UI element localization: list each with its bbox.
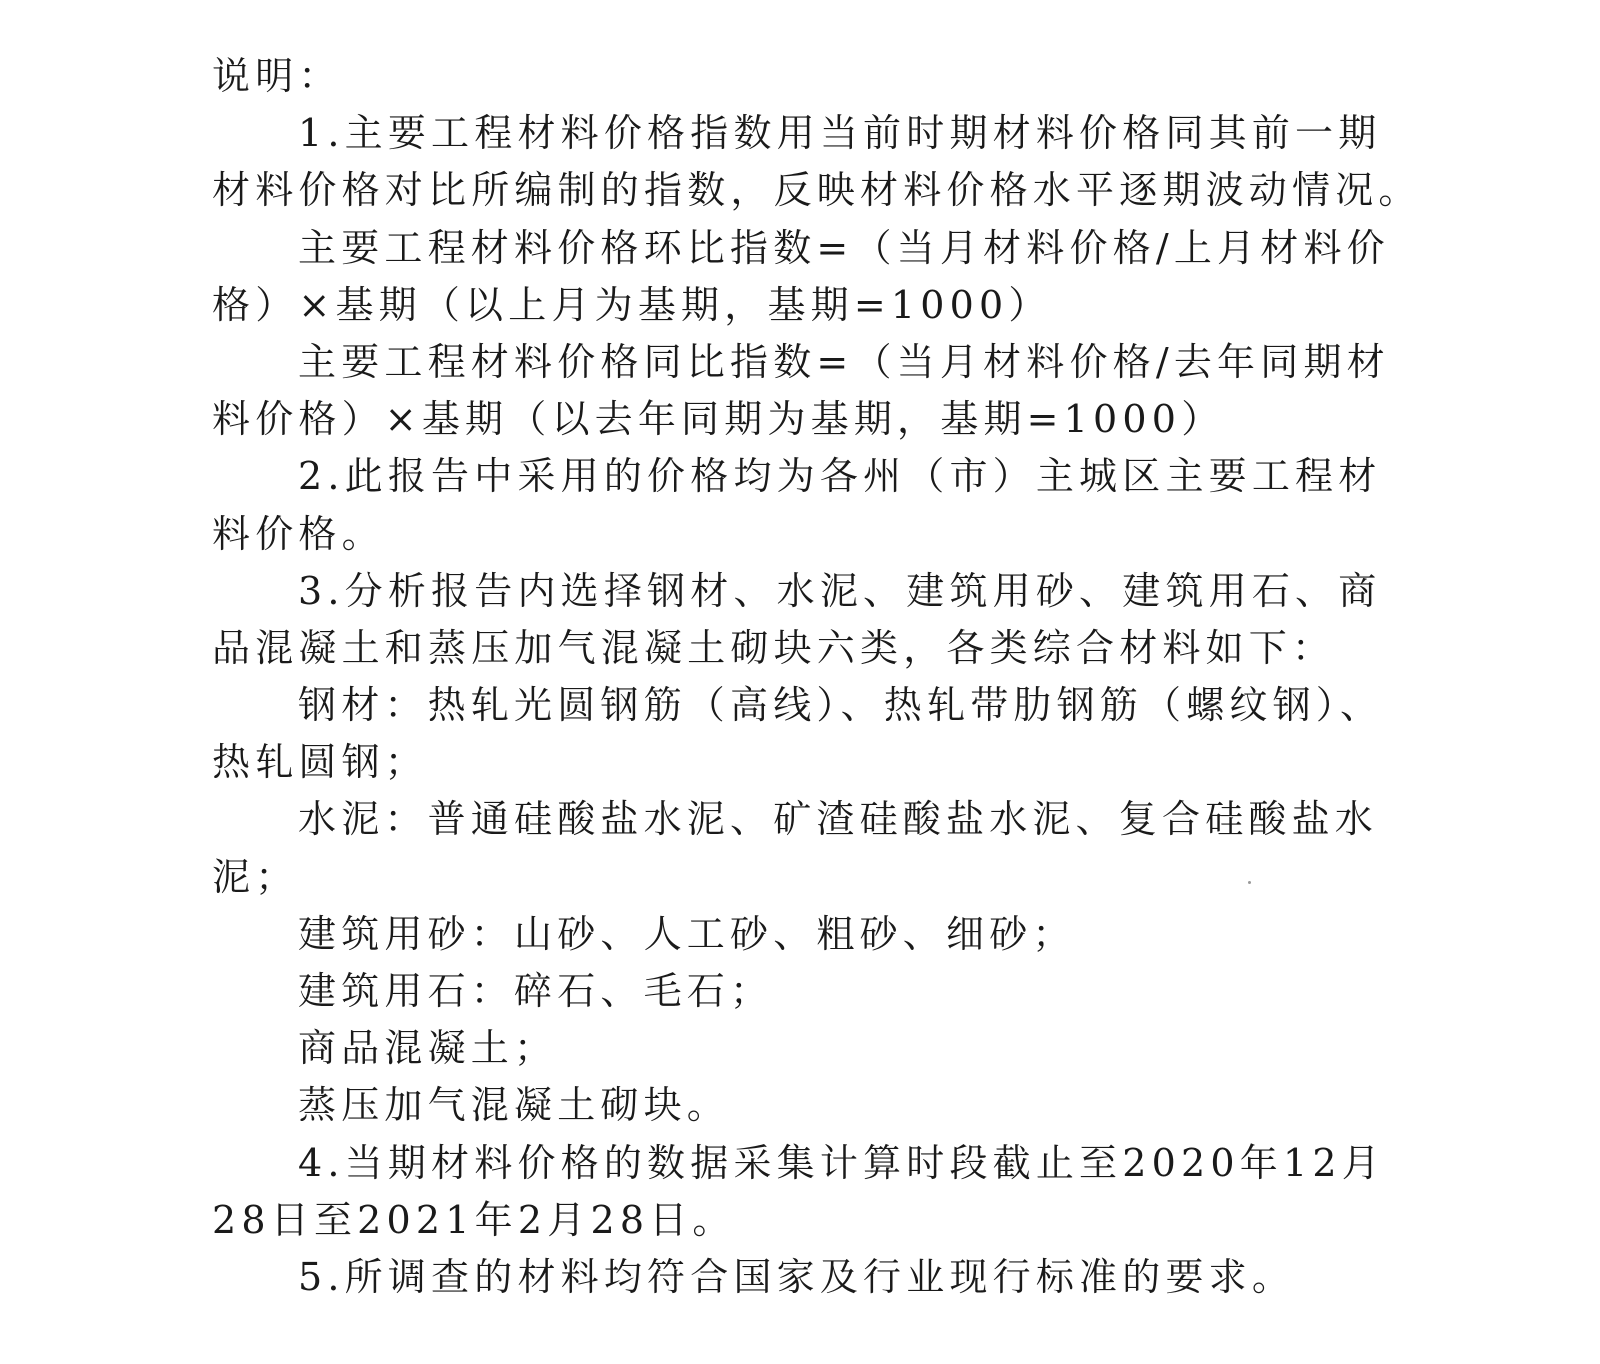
note-1-line-2: 材料价格对比所编制的指数，反映材料价格水平逐期波动情况。 <box>212 168 1422 213</box>
yoy-index-formula-line-2: 料价格）×基期（以去年同期为基期，基期=1000） <box>212 397 1225 442</box>
cement-category-line-1: 水泥：普通硅酸盐水泥、矿渣硅酸盐水泥、复合硅酸盐水 <box>298 797 1379 842</box>
chain-index-formula-line-2: 格）×基期（以上月为基期，基期=1000） <box>212 282 1052 327</box>
note-3-line-1: 3.分析报告内选择钢材、水泥、建筑用砂、建筑用石、商 <box>298 568 1382 613</box>
sand-category: 建筑用砂：山砂、人工砂、粗砂、细砂； <box>298 911 1076 956</box>
notes-section <box>212 48 1422 1306</box>
scan-speck <box>1248 881 1251 884</box>
steel-category-line-1: 钢材：热轧光圆钢筋（高线）、热轧带肋钢筋（螺纹钢）、 <box>298 683 1384 728</box>
note-5: 5.所调查的材料均符合国家及行业现行标准的要求。 <box>298 1254 1296 1299</box>
stone-category: 建筑用石：碎石、毛石； <box>298 969 774 1013</box>
note-2-line-1: 2.此报告中采用的价格均为各州（市）主城区主要工程材 <box>298 454 1382 499</box>
note-2-line-2: 料价格。 <box>212 511 385 556</box>
note-1-line-1: 1.主要工程材料价格指数用当前时期材料价格同其前一期 <box>298 111 1382 156</box>
note-4-line-1: 4.当期材料价格的数据采集计算时段截止至2020年12月 <box>298 1140 1385 1185</box>
steel-category-line-2: 热轧圆钢； <box>212 740 429 785</box>
yoy-index-formula-line-1: 主要工程材料价格同比指数=（当月材料价格/去年同期材 <box>298 339 1390 384</box>
note-3-line-2: 品混凝土和蒸压加气混凝土砌块六类，各类综合材料如下： <box>212 625 1336 670</box>
note-4-line-2: 28日至2021年2月28日。 <box>212 1197 736 1242</box>
notes-heading: 说明： <box>212 54 342 98</box>
aerated-block-category: 蒸压加气混凝土砌块。 <box>298 1083 731 1128</box>
chain-index-formula-line-1: 主要工程材料价格环比指数=（当月材料价格/上月材料价 <box>298 225 1390 270</box>
cement-category-line-2: 泥； <box>212 854 299 899</box>
concrete-category: 商品混凝土； <box>298 1026 558 1071</box>
